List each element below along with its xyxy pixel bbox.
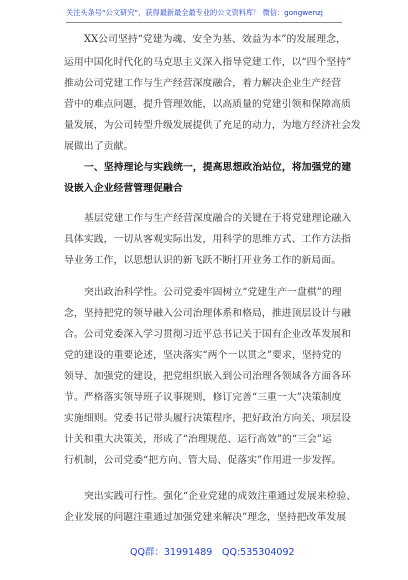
paragraph-line: 推动公司党建工作与生产经营深度融合，着力解决企业生产经营 (64, 78, 342, 89)
paragraph-line: 导业务工作，以思想认识的新飞跃不断打开业务工作的新局面。 (64, 255, 342, 266)
paragraph-line: 具体实践，一切从客观实际出发，用科学的思维方式、工作方法指 (64, 234, 352, 245)
paragraph-line: 合。公司党委深入学习贯彻习近平总书记关于国有企业改革发展和 (64, 329, 352, 340)
paragraph-line: 基层党建工作与生产经营深度融合的关键在于将党建理论融入 (84, 213, 352, 224)
paragraph-line: 节。严格落实领导班子议事规则，修订完善“三重一大”决策制度 (64, 392, 342, 403)
section-heading: 一、坚持理论与实践统一，提高思想政治站位，将加强党的建 (84, 162, 352, 173)
footer-qq-group: QQ群：31991489 (130, 547, 213, 558)
paragraph-line: 突出实践可行性。强化“企业党建的成效注重通过发展来检验、 (84, 491, 357, 502)
paragraph-line: 量发展，为公司转型升级发展提供了充足的动力，为地方经济社会发 (64, 120, 361, 131)
paragraph-line: 营中的难点问题，提升管理效能，以高质量的党建引领和保障高质 (64, 99, 352, 110)
section-heading-continued: 设嵌入企业经营管理促融合 (64, 183, 183, 194)
paragraph-line: 运用中国化时代化的马克思主义深入指导党建工作，以“四个坚持” (64, 57, 352, 68)
paragraph-line: 突出政治科学性。公司党委牢固树立“党建生产一盘棋”的理 (84, 287, 342, 298)
paragraph-line: 行机制，公司党委“把方向、管大局、促落实”作用进一步发挥。 (64, 455, 342, 466)
footer-qq: QQ:535304092 (222, 547, 295, 558)
page-footer (0, 546, 408, 560)
paragraph-line: 念，坚持把党的领导融入公司治理体系和格局，推进顶层设计与融 (64, 308, 352, 319)
paragraph-line: 党的建设的重要论述，坚决落实“两个一以贯之”要求，坚持党的 (64, 350, 342, 361)
paragraph-line: 企业发展的问题注重通过加强党建来解决”理念，坚持把改革发展 (64, 512, 347, 523)
page-header (66, 7, 342, 23)
paragraph-line: 实施细则。党委书记带头履行决策程序，把好政治方向关、项层设 (64, 413, 352, 424)
paragraph-line: 领导、加强党的建设，把党组织嵌入到公司治理各领域各方面各环 (64, 371, 352, 382)
paragraph-line: 计关和重大决策关，形成了“治理规范、运行高效”的“三会”运 (64, 434, 332, 445)
header-promo-text: 关注头条号“公文研究”，获得最新最全最专业的公文资料库！ 微信：gongwenzj (66, 8, 323, 17)
paragraph-line: XX公司坚持“党建为魂、安全为基、效益为本”的发展理念， (84, 34, 346, 45)
paragraph-line: 展做出了贡献。 (64, 141, 134, 152)
